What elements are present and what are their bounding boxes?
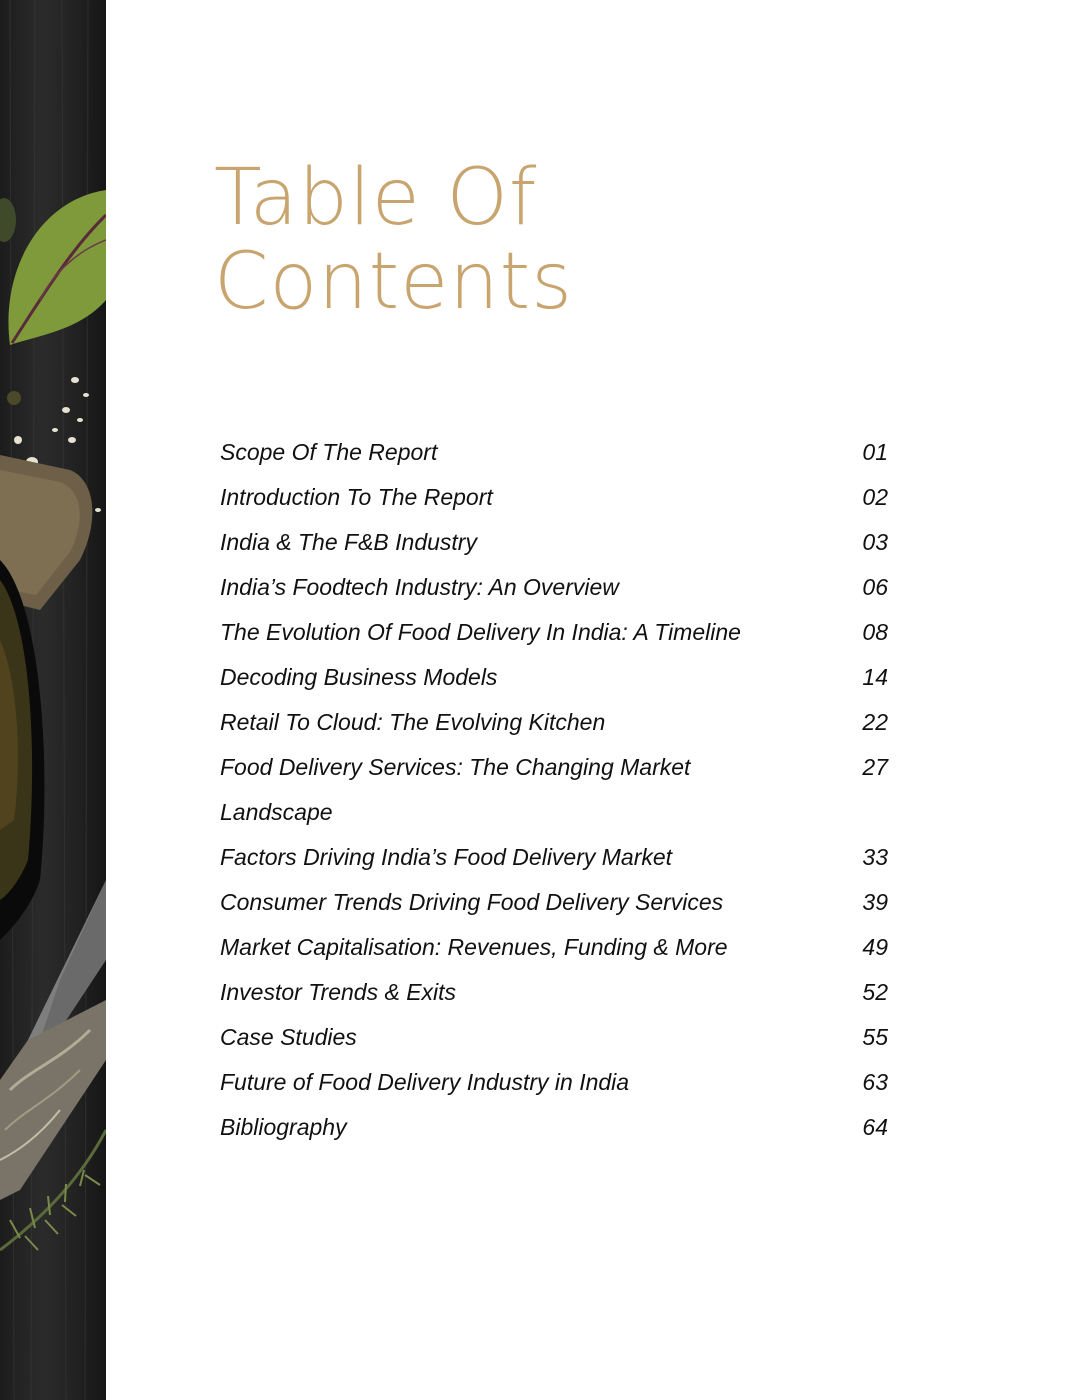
toc-entry-page: 55 xyxy=(862,1024,888,1050)
toc-entry[interactable] xyxy=(220,520,890,565)
toc-entry[interactable] xyxy=(220,970,890,1015)
toc-entry[interactable] xyxy=(220,655,890,700)
toc-entry[interactable] xyxy=(220,1060,890,1105)
toc-entry[interactable] xyxy=(220,700,890,745)
toc-entry-title: The Evolution Of Food Delivery In India: A Timeline xyxy=(220,619,741,645)
toc-entry-page: 14 xyxy=(862,664,888,690)
toc-entry-title: Decoding Business Models xyxy=(220,664,498,690)
toc-entry[interactable] xyxy=(220,745,890,835)
toc-entry-page: 22 xyxy=(862,709,888,735)
toc-entry[interactable] xyxy=(220,610,890,655)
toc-entry-title: Future of Food Delivery Industry in India xyxy=(220,1069,630,1095)
page-title xyxy=(214,153,573,327)
toc-entry[interactable] xyxy=(220,880,890,925)
toc-entry-title: Market Capitalisation: Revenues, Funding & More xyxy=(220,934,728,960)
toc-entry[interactable] xyxy=(220,1105,890,1150)
toc-entry-page: 03 xyxy=(862,529,888,555)
toc-entry-title: Bibliography xyxy=(220,1114,347,1140)
toc-entry-title: Food Delivery Services: The Changing Market Landscape xyxy=(220,754,691,825)
toc-entry-page: 27 xyxy=(862,754,888,780)
toc-entry-page: 08 xyxy=(862,619,888,645)
toc-entry[interactable] xyxy=(220,925,890,970)
toc-entry-page: 33 xyxy=(862,844,888,870)
toc-entry[interactable] xyxy=(220,475,890,520)
toc-entry-title: Introduction To The Report xyxy=(220,484,493,510)
title-line-2: Contents xyxy=(214,237,573,327)
toc-entry-page: 49 xyxy=(862,934,888,960)
toc-entry-title: Factors Driving India’s Food Delivery Market xyxy=(220,844,673,870)
toc-entry-page: 39 xyxy=(862,889,888,915)
toc-entry-page: 01 xyxy=(862,439,888,465)
toc-entry-page: 52 xyxy=(862,979,888,1005)
toc-entry-page: 02 xyxy=(862,484,888,510)
toc-entry[interactable] xyxy=(220,1015,890,1060)
toc-entry-page: 06 xyxy=(862,574,888,600)
food-photo-strip xyxy=(0,0,106,1400)
toc-entry-title: Investor Trends & Exits xyxy=(220,979,457,1005)
table-of-contents xyxy=(220,430,890,1150)
toc-entry[interactable] xyxy=(220,835,890,880)
title-line-1: Table Of xyxy=(214,153,538,243)
toc-entry-title: Retail To Cloud: The Evolving Kitchen xyxy=(220,709,606,735)
toc-entry-title: India & The F&B Industry xyxy=(220,529,477,555)
toc-entry-title: Consumer Trends Driving Food Delivery Services xyxy=(220,889,724,915)
toc-entry-page: 63 xyxy=(862,1069,888,1095)
toc-entry[interactable] xyxy=(220,430,890,475)
toc-entry-title: Case Studies xyxy=(220,1024,357,1050)
toc-entry-page: 64 xyxy=(862,1114,888,1140)
toc-entry[interactable] xyxy=(220,565,890,610)
toc-entry-title: Scope Of The Report xyxy=(220,439,438,465)
food-photo-image xyxy=(0,0,106,1400)
toc-entry-title: India’s Foodtech Industry: An Overview xyxy=(220,574,619,600)
